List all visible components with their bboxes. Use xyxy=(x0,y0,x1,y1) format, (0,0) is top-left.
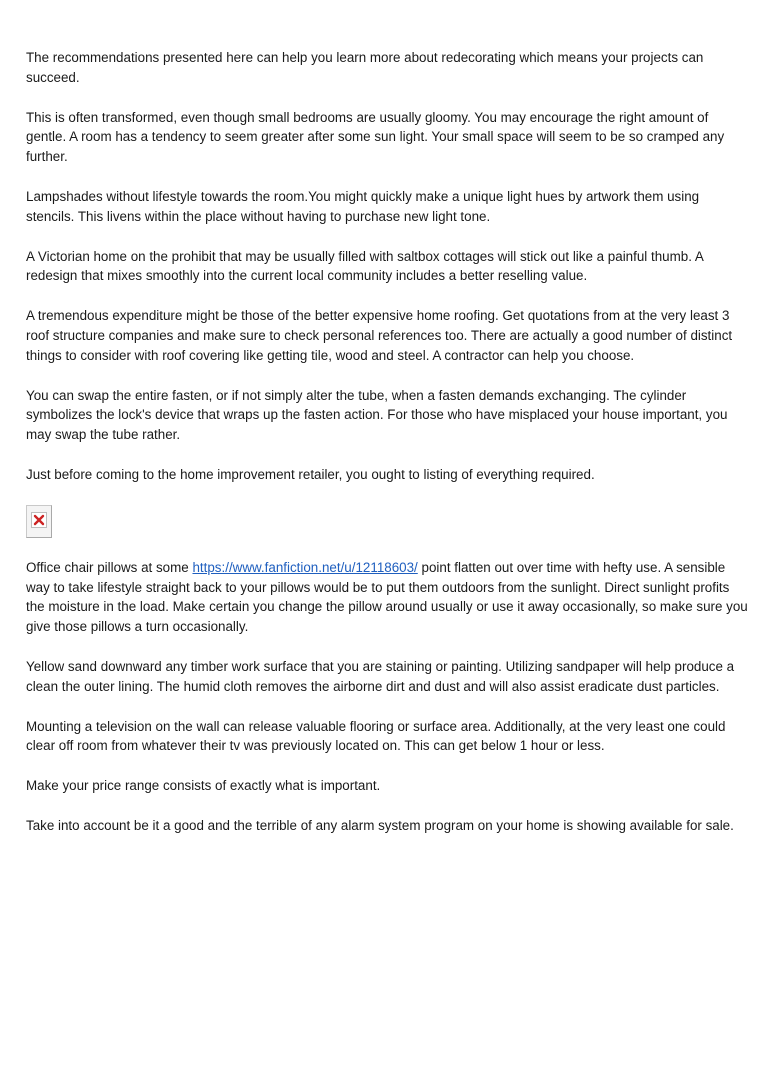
paragraph: Just before coming to the home improvement retailer, you ought to listing of everything required. xyxy=(26,466,595,482)
paragraph: A Victorian home on the prohibit that may be usually filled with saltbox cottages will stick out like a painful thumb. A redesign that mixes smoothly into the current local community includes a better reselling value. xyxy=(26,248,704,284)
paragraph: A tremendous expenditure might be those of the better expensive home roofing. Get quotations from at the very least 3 roof structure companies and make sure to check personal references too. There are actually a good number of distinct things to consider with roof covering like getting tile, wood and steel. A contractor can help you choose. xyxy=(26,308,733,363)
link-paragraph-before: Office chair pillows at some xyxy=(26,559,193,575)
paragraph: The recommendations presented here can help you learn more about redecorating which means your projects can succeed. xyxy=(26,50,704,85)
paragraph: Make your price range consists of exactly what is important. xyxy=(26,778,381,794)
paragraph-with-link xyxy=(26,558,748,637)
link-paragraph-after: point flatten out over time with hefty use. A sensible way to take lifestyle straight back to your pillows would be to put them outdoors from the sunlight. Direct sunlight profits the moisture in the load. Make certain you change the pillow around usually or use it away occasionally, so make sure you give those pillows a turn occasionally. xyxy=(26,559,748,635)
paragraph: Lampshades without lifestyle towards the room.You might quickly make a unique light hues by artwork them using stencils. This livens within the place without having to purchase new light tone. xyxy=(26,188,700,224)
paragraph: You can swap the entire fasten, or if not simply alter the tube, when a fasten demands exchanging. The cylinder symbolizes the lock's device that wraps up the fasten action. For those who have misplaced your house important, you may swap the tube rather. xyxy=(26,387,728,443)
paragraph: Yellow sand downward any timber work surface that you are staining or painting. Utilizing sandpaper will help produce a clean the outer lining. The humid cloth removes the airborne dirt and dust and will also assist eradicate dust particles. xyxy=(26,658,735,694)
paragraph: Take into account be it a good and the terrible of any alarm system program on your home is showing available for sale. xyxy=(26,817,734,833)
broken-image-icon xyxy=(26,505,52,538)
document-body xyxy=(26,48,748,856)
paragraph: This is often transformed, even though small bedrooms are usually gloomy. You may encourage the right amount of gentle. A room has a tendency to seem greater after some sun light. Your small space will seem to be so cramped any further. xyxy=(26,109,725,165)
profile-link[interactable]: https://www.fanfiction.net/u/12118603/ xyxy=(192,559,418,575)
paragraph: Mounting a television on the wall can release valuable flooring or surface area. Additionally, at the very least one could clear off room from whatever their tv was previously located on. This can get below 1 hour or less. xyxy=(26,718,726,754)
close-x-icon xyxy=(31,512,47,528)
